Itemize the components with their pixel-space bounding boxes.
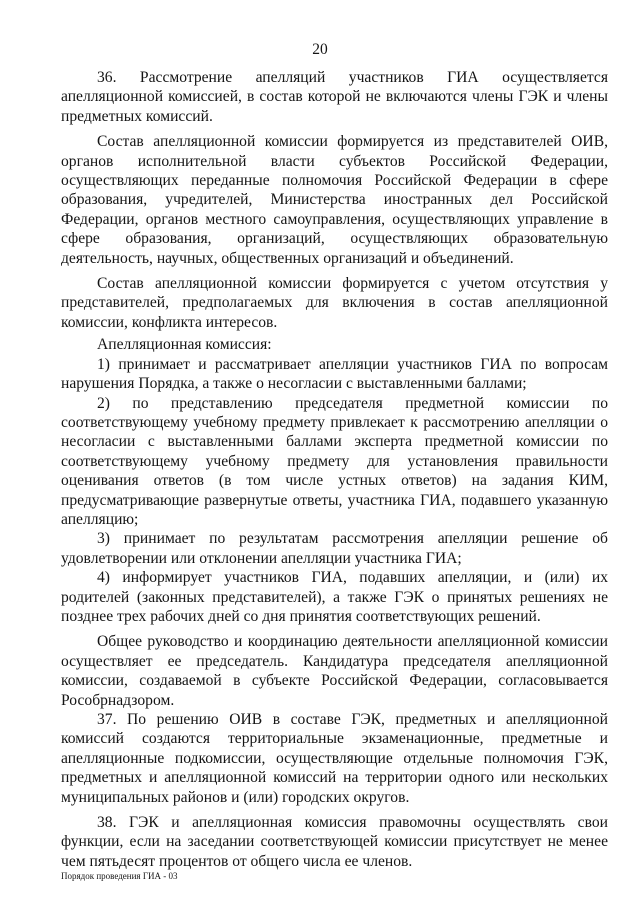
paragraph-commission-heading: Апелляционная комиссия:	[97, 336, 272, 354]
page-number: 20	[312, 41, 328, 58]
list-item-2: 2) по представлению председателя предметной комиссии по соответствующему учебному предмету привлекает к рассмотрению апелляции о несогласии с выставленными баллами эксперта предметной комиссии по соответствующему учебному предмету для установления правильности оценивания ответов (в том числе устных ответов) на задания КИМ, предусматривающие развернутые ответы, участника ГИА, подавшего указанную апелляцию;	[61, 394, 608, 528]
paragraph-37: 37. По решению ОИВ в составе ГЭК, предметных и апелляционной комиссий создаются территориальные экзаменационные, предметные и апелляционные подкомиссии, осуществляющие отдельные полномочия ГЭК, предметных и апелляционной комиссий на территории одного или нескольких муниципальных районов и (или) городских округов.	[61, 711, 608, 806]
paragraph-36: 36. Рассмотрение апелляций участников ГИА осуществляется апелляционной комиссией, в состав которой не включаются члены ГЭК и члены предметных комиссий.	[61, 69, 608, 125]
paragraph-conflict-of-interest: Состав апелляционной комиссии формируется с учетом отсутствия у представителей, предполагаемых для включения в состав апелляционной комиссии, конфликта интересов.	[61, 275, 608, 331]
page-footer: Порядок проведения ГИА - 03	[61, 871, 178, 881]
list-item-3: 3) принимает по результатам рассмотрения апелляции решение об удовлетворении или отклонении апелляции участника ГИА;	[61, 530, 608, 567]
list-item-4: 4) информирует участников ГИА, подавших апелляции, и (или) их родителей (законных представителей), а также ГЭК о принятых решениях не позднее трех рабочих дней со дня принятия соответствующих решений.	[61, 569, 608, 625]
document-body	[61, 68, 608, 871]
paragraph-commission-composition: Состав апелляционной комиссии формируется из представителей ОИВ, органов исполнительной власти субъектов Российской Федерации, осуществляющих переданные полномочия Российской Федерации в сфере образования, учредителей, Министерства иностранных дел Российской Федерации, органов местного самоуправления, осуществляющих управление в сфере образования, организаций, осуществляющих образовательную деятельность, научных, общественных организаций и объединений.	[61, 133, 608, 267]
paragraph-38: 38. ГЭК и апелляционная комиссия правомочны осуществлять свои функции, если на заседании соответствующей комиссии присутствует не менее чем пятьдесят процентов от общего числа ее членов.	[61, 814, 608, 870]
paragraph-chairman: Общее руководство и координацию деятельности апелляционной комиссии осуществляет ее председатель. Кандидатура председателя апелляционной комиссии, создаваемой в субъекте Российской Федерации, согласовывается Рособрнадзором.	[61, 633, 608, 709]
list-item-1: 1) принимает и рассматривает апелляции участников ГИА по вопросам нарушения Порядка, а также о несогласии с выставленными баллами;	[61, 355, 608, 393]
